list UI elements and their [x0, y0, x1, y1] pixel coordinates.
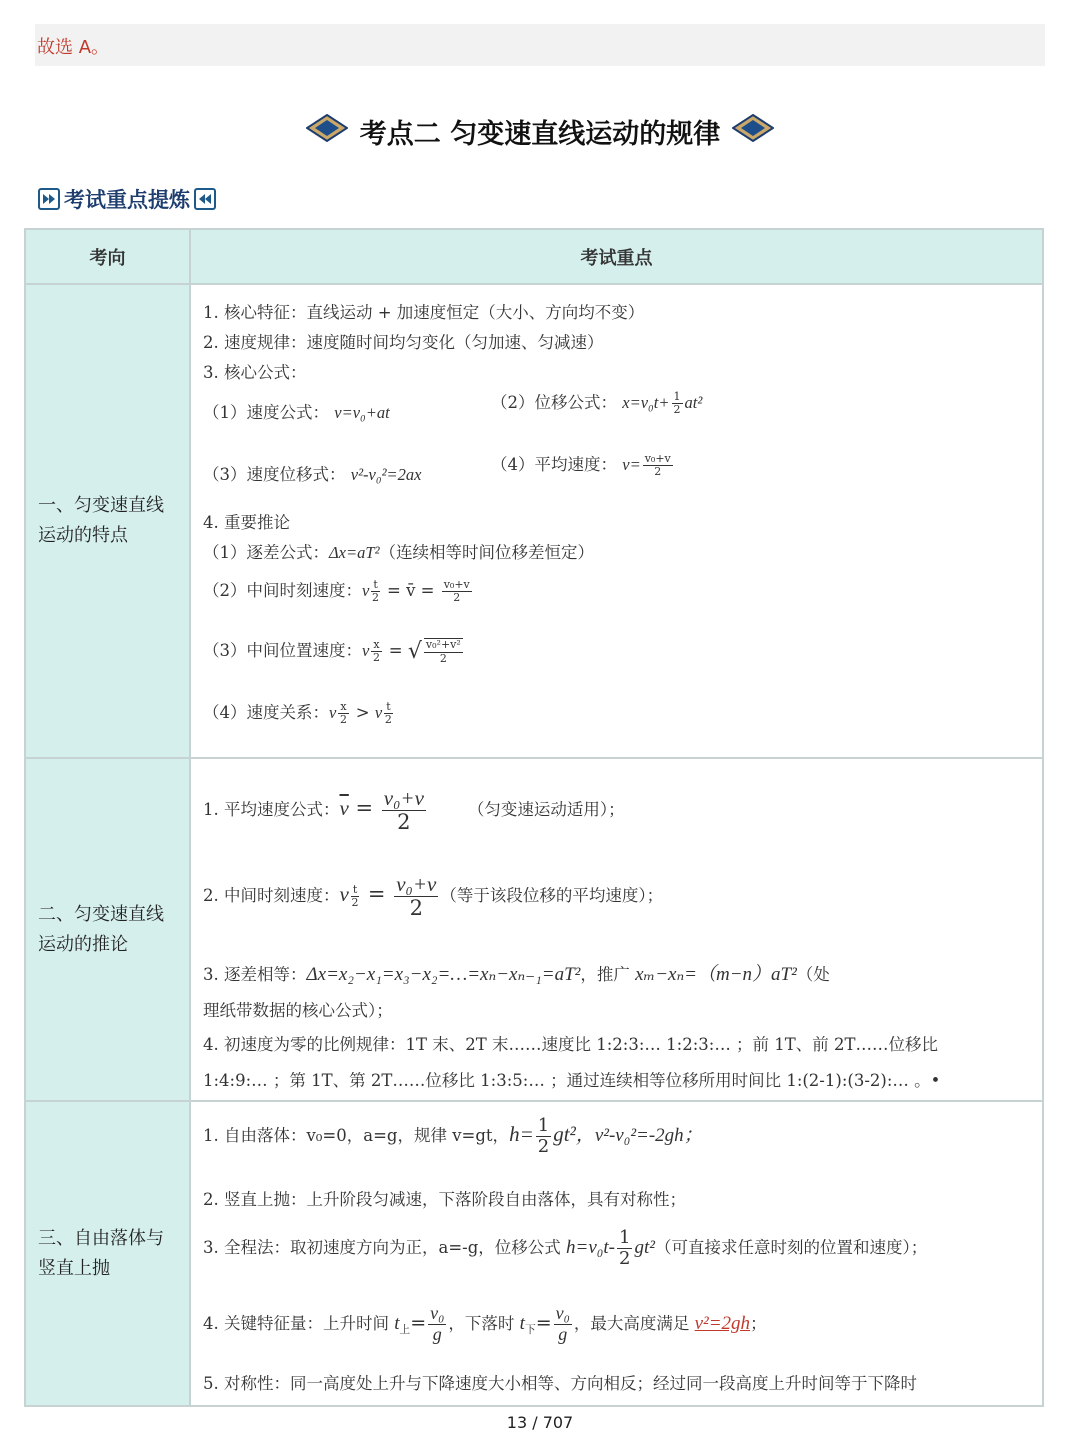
- fraction: [371, 579, 379, 604]
- fraction-numerator: 1: [619, 1227, 631, 1248]
- fraction-denominator: 2: [439, 651, 447, 665]
- diamond-decoration-icon: [306, 114, 348, 149]
- formula-note: ，最大高度满足: [573, 1313, 695, 1333]
- section-title: 考点二 匀变速直线运动的规律: [359, 119, 721, 150]
- fraction-denominator: g: [432, 1323, 442, 1344]
- formula-expr: $\overline{v}$: [339, 796, 349, 821]
- formula-expr: at²: [684, 393, 703, 412]
- answer-text: 故选 A。: [37, 37, 110, 58]
- table-header-row: [25, 229, 1043, 284]
- fraction-denominator: 2: [619, 1247, 631, 1269]
- text-line: 4. 初速度为零的比例规律：1T 末、2T 末……速度比 1:2:3:… 1:2:3:… ；前 1T、前 2T……位移比: [203, 1035, 939, 1054]
- fraction: [424, 638, 463, 664]
- fraction-numerator: 1: [537, 1115, 550, 1136]
- formula-line: [203, 873, 663, 920]
- formula-line: [203, 1116, 703, 1157]
- fraction-numerator: t: [352, 883, 358, 896]
- fraction-denominator: 2: [453, 591, 461, 604]
- formula-sub: 下: [524, 1323, 536, 1337]
- formula-line: [203, 1304, 767, 1345]
- formula-expr: h=: [509, 1121, 534, 1146]
- formula-sub: 上: [399, 1323, 411, 1337]
- fraction-denominator: 2: [351, 896, 359, 910]
- fraction-denominator: 2: [537, 1135, 550, 1157]
- subheading-label: 考试重点提炼: [64, 188, 190, 212]
- page-number: 13 / 707: [506, 1413, 574, 1432]
- category-cell: [25, 284, 190, 758]
- fraction: [554, 1304, 572, 1345]
- formula-label: （2）位移公式：: [491, 393, 617, 412]
- fraction: [351, 884, 359, 909]
- answer-bar: [35, 24, 1045, 66]
- formula-line: [203, 959, 830, 986]
- formula-expr: x=v₀t+: [622, 393, 670, 412]
- fraction: [382, 787, 426, 834]
- formula-label: （4）速度关系：: [203, 703, 329, 722]
- sqrt-icon: √: [407, 639, 422, 664]
- formula-expr: t: [519, 1312, 525, 1334]
- formula-expr: =: [410, 1311, 427, 1334]
- formula-line: [203, 539, 594, 563]
- formula-expr: xₘ−xₙ=（m−n）aT²: [635, 964, 797, 985]
- formula-note: ；: [750, 1313, 767, 1333]
- fraction-numerator: t: [373, 577, 378, 591]
- fraction-numerator: v₀+v: [396, 872, 437, 896]
- formula-expr: gt²: [553, 1121, 576, 1146]
- category-cell: [25, 1101, 190, 1406]
- table-row: [25, 1101, 1043, 1406]
- fraction-numerator: x: [373, 637, 380, 651]
- formula-note: ，推广: [580, 965, 636, 984]
- formula-expr: = v̄ =: [381, 581, 440, 600]
- fraction: [672, 391, 683, 416]
- formula-expr: v=v₀+at: [334, 403, 390, 422]
- fraction-denominator: 2: [409, 896, 423, 921]
- formula-expr: v: [339, 882, 349, 907]
- table-row: [25, 284, 1043, 758]
- subheading: [38, 184, 216, 214]
- formula-expr: =: [361, 882, 393, 907]
- fraction-denominator: 2: [372, 591, 380, 604]
- fraction-numerator: v₀: [555, 1303, 570, 1323]
- category-label: 一、匀变速直线运动的特点: [38, 495, 164, 546]
- formula-expr: v²-v₀²=2ax: [350, 465, 422, 484]
- formula-label: 3. 逐差相等：: [203, 965, 307, 984]
- formula-label: （1）速度公式：: [203, 403, 329, 422]
- fraction-denominator: 2: [673, 403, 681, 416]
- formula-expr: h=v₀t-: [566, 1236, 616, 1258]
- text-line: 1:4:9:… ；第 1T、第 2T……位移比 1:3:5:… ；通过连续相等位移所用时间比 1:(2-1):(3-2):… 。•: [203, 1071, 941, 1090]
- formula-label: （4）平均速度：: [491, 455, 617, 474]
- formula-expr: =: [348, 796, 380, 821]
- fraction-denominator: 2: [384, 713, 392, 726]
- formula-note: （等于该段位移的平均速度）；: [440, 886, 664, 906]
- fraction: [371, 639, 381, 664]
- formula-label: 4. 关键特征量：上升时间: [203, 1313, 395, 1333]
- formula-expr: =: [383, 641, 408, 660]
- text-line: 2. 竖直上抛：上升阶段匀减速，下落阶段自由落体，具有对称性；: [203, 1190, 686, 1209]
- section-heading: [0, 112, 1080, 151]
- content-cell: [190, 284, 1043, 758]
- table-row: [25, 758, 1043, 1101]
- fraction-numerator: t: [386, 699, 391, 713]
- formula-label: （2）中间时刻速度：: [203, 581, 362, 600]
- fast-forward-icon: [38, 188, 60, 210]
- fraction-numerator: v₀²+v²: [425, 638, 461, 652]
- formula-expr: v: [374, 703, 383, 722]
- diamond-decoration-icon: [732, 114, 774, 149]
- formula-note: （可直接求任意时刻的位置和速度）；: [654, 1237, 928, 1257]
- formula-line: [491, 389, 702, 416]
- formula-expr: v=: [622, 455, 641, 474]
- fraction: [536, 1116, 551, 1157]
- formula-note: ，下落时: [448, 1313, 520, 1333]
- category-label: 二、匀变速直线运动的推论: [38, 903, 164, 955]
- fraction-numerator: v₀: [430, 1303, 445, 1323]
- formula-line: [203, 637, 465, 665]
- fraction-numerator: 1: [673, 389, 681, 403]
- fraction: [338, 701, 348, 726]
- formula-label: 2. 中间时刻速度：: [203, 886, 340, 906]
- text-line: 理纸带数据的核心公式）；: [203, 1001, 393, 1020]
- formula-note: （处: [796, 965, 830, 984]
- formula-label: （1）逐差公式：: [203, 543, 329, 562]
- formula-line: [203, 399, 390, 423]
- category-label: 三、自由落体与竖直上抛: [38, 1227, 164, 1279]
- text-line: 2. 速度规律：速度随时间均匀变化（匀加速、匀减速）: [203, 333, 604, 352]
- fraction: [394, 873, 438, 920]
- fraction-denominator: 2: [339, 713, 347, 726]
- highlighted-formula: v²=2gh: [694, 1312, 751, 1334]
- formula-line: [203, 577, 474, 604]
- formula-note: （匀变速运动适用）；: [467, 800, 625, 820]
- fraction-denominator: 2: [372, 651, 380, 664]
- fraction: [428, 1304, 446, 1345]
- fraction: [643, 453, 673, 478]
- rewind-icon: [194, 188, 216, 210]
- formula-label: （3）速度位移式：: [203, 465, 346, 484]
- formula-expr: Δx=aT²: [329, 543, 380, 562]
- content-cell: [190, 758, 1043, 1101]
- formula-label: 1. 自由落体：v₀=0，a=g，规律 v=gt，: [203, 1125, 510, 1145]
- fraction-numerator: v₀+v: [383, 786, 424, 810]
- category-cell: [25, 758, 190, 1101]
- formula-note: （连续相等时间位移差恒定）: [379, 543, 595, 562]
- formula-expr: =: [535, 1311, 552, 1334]
- fraction-numerator: v₀+v: [443, 577, 470, 591]
- fraction-numerator: x: [340, 699, 347, 713]
- text-line: 5. 对称性：同一高度处上升与下降速度大小相等、方向相反；经过同一段高度上升时间等于下降时: [203, 1374, 917, 1393]
- formula-expr: t: [394, 1312, 400, 1334]
- formula-expr: v: [329, 703, 337, 722]
- content-cell: [190, 1101, 1043, 1406]
- fraction: [384, 701, 392, 726]
- text-line: 3. 核心公式：: [203, 363, 307, 382]
- fraction-denominator: 2: [397, 810, 411, 835]
- fraction-denominator: 2: [654, 465, 662, 478]
- formula-expr: v: [362, 641, 370, 660]
- formula-line: [491, 451, 675, 478]
- formula-line: [203, 699, 395, 726]
- header-key-points: 考试重点: [190, 229, 1043, 284]
- header-direction: 考向: [25, 229, 190, 284]
- key-points-table: [24, 228, 1044, 1407]
- formula-line: [203, 461, 421, 485]
- formula-line: [203, 1228, 927, 1269]
- formula-expr: ，v²-v₀²=-2gh；: [575, 1124, 703, 1146]
- formula-expr: v: [362, 581, 370, 600]
- formula-expr: >: [350, 703, 375, 722]
- fraction-numerator: v₀+v: [644, 451, 671, 465]
- fraction-denominator: g: [558, 1323, 568, 1344]
- fraction: [617, 1228, 632, 1269]
- formula-line: [203, 787, 625, 834]
- formula-label: （3）中间位置速度：: [203, 641, 362, 660]
- text-line: 4. 重要推论: [203, 513, 290, 532]
- formula-label: 3. 全程法：取初速度方向为正，a=-g，位移公式: [203, 1237, 567, 1257]
- fraction: [442, 579, 472, 604]
- formula-expr: Δx=x₂−x₁=x₃−x₂=…=xₙ−xₙ₋₁=aT²: [306, 964, 581, 985]
- formula-label: 1. 平均速度公式：: [203, 800, 340, 820]
- formula-expr: gt²: [634, 1236, 655, 1258]
- text-line: 1. 核心特征：直线运动 + 加速度恒定（大小、方向均不变）: [203, 303, 645, 322]
